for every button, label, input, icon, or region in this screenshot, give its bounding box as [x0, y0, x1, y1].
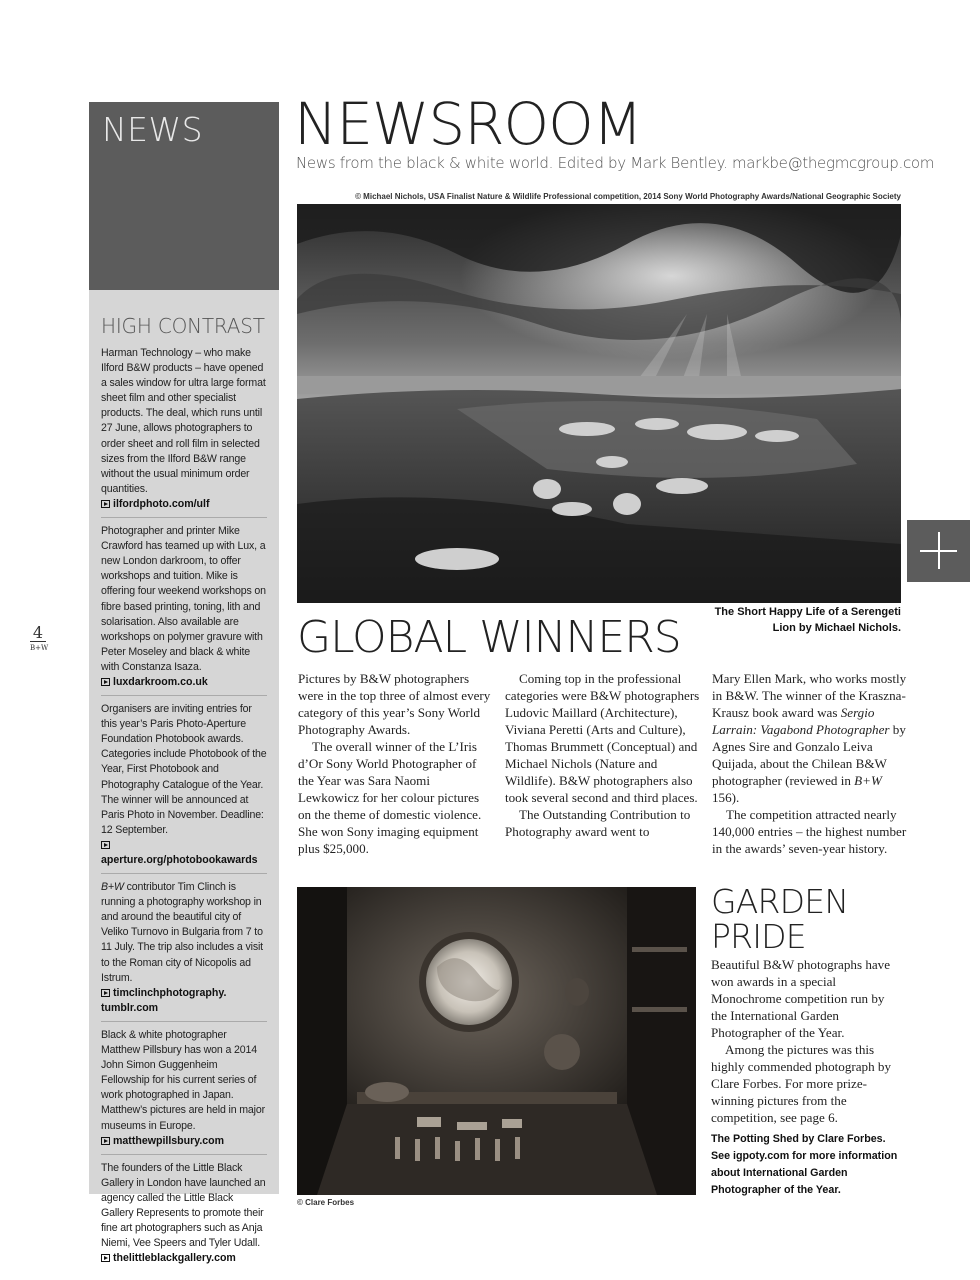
main-photo-caption: The Short Happy Life of a Serengeti Lion by Michael Nichols.: [714, 606, 901, 634]
shed-photo-caption: The Potting Shed by Clare Forbes. See igpoty.com for more information about International Garden Photographer of the Year.: [711, 1133, 898, 1196]
sidebar-item-link[interactable]: ilfordphoto.com/ulf: [101, 497, 267, 512]
arrow-icon: [101, 678, 110, 686]
sidebar-item-link[interactable]: timclinchphotography. tumblr.com: [101, 986, 227, 1014]
page-title: NEWSROOM: [294, 90, 642, 158]
article-body: Beautiful B&W photographs have won awards in a special Monochrome competition run by the International Garden Photographer of the Year. Among the pictures was this highly commended photograph by Clare Forbes. For more prize-winning pictures from the competition, see page 6.: [711, 957, 892, 1125]
arrow-icon: [101, 1137, 110, 1145]
arrow-icon: [101, 500, 110, 508]
serengeti-lions-photo: [297, 204, 901, 603]
sidebar-news-item: [101, 1161, 267, 1272]
sidebar-high-contrast: [89, 290, 279, 1265]
article-column: Mary Ellen Mark, who works mostly in B&W. The winner of the Kraszna-Krausz book award was Sergio Larrain: Vagabond Photographer by Agnes Sire and Gonzalo Leiva Quijada, about the Chilean B&W photographer (reviewed in B+W 156). The competition attracted nearly 140,000 entries – the highest number in the awards’ seven-year history.: [712, 671, 907, 856]
sidebar-news-item: [101, 524, 267, 696]
plus-icon[interactable]: [907, 520, 970, 582]
sidebar-title: HIGH CONTRAST: [101, 314, 265, 338]
news-section-block: [89, 102, 279, 290]
sidebar-news-item: [101, 1028, 267, 1155]
potting-shed-photo: [297, 887, 696, 1195]
photo-credit: © Michael Nichols, USA Finalist Nature & Wildlife Professional competition, 2014 Sony World Photography Awards/National Geographic Society: [355, 192, 901, 201]
sidebar-item-link[interactable]: luxdarkroom.co.uk: [101, 675, 267, 690]
sidebar-item-text: Photographer and printer Mike Crawford has teamed up with Lux, a new London darkroom, to offer workshops and tuition. Mike is offering four weekend workshops on fibre based printing, toning, lith and solarisation. Also available are workshops on polymer gravure with Peter Moseley and black & white with Constanza Isaza.: [101, 525, 266, 673]
article-title-global-winners: GLOBAL WINNERS: [297, 612, 681, 663]
arrow-icon: [101, 989, 110, 997]
article-column: Coming top in the professional categories were B&W photographers Ludovic Maillard (Architecture), Viviana Peretti (Arts and Culture), Thomas Brummett (Conceptual) and Michael Nichols (Nature and Wildlife). B&W photographers also took several second and third places. The Outstanding Contribution to Photography award went to: [505, 671, 700, 839]
sidebar-item-link[interactable]: aperture.org/photobookawards: [101, 838, 267, 868]
arrow-icon: [101, 841, 110, 849]
sidebar-news-item: [101, 702, 267, 874]
photo-credit: © Clare Forbes: [297, 1198, 355, 1207]
article-title-garden-pride: GARDEN PRIDE: [711, 882, 849, 956]
sidebar-item-text: Black & white photographer Matthew Pillsbury has won a 2014 John Simon Guggenheim Fellowship for his current series of work photographed in Japan. Matthew’s pictures are held in major museums in Europe.: [101, 1028, 265, 1132]
sidebar-item-text: Organisers are inviting entries for this year’s Paris Photo-Aperture Foundation Photobook awards. Categories include Photobook of the Year, First Photobook and Photography Catalogue of the Year. The winner will be announced at Paris Photo in November. Deadline: 12 September.: [101, 703, 267, 836]
sidebar-item-link[interactable]: thelittleblackgallery.com: [101, 1251, 267, 1266]
sidebar-item-link[interactable]: matthewpillsbury.com: [101, 1134, 267, 1149]
page-subtitle: News from the black & white world. Edited by Mark Bentley. markbe@thegmcgroup.com: [296, 154, 935, 172]
sidebar-item-text: The founders of the Little Black Gallery in London have launched an agency called the Little Black Gallery Represents to promote their fine art photographers such as Anja Niemi, Vee Speers and Tyler Udall.: [101, 1161, 266, 1250]
sidebar-item-text: Harman Technology – who make Ilford B&W products – have opened a sales window for ultra large format sheet film and other specialist products. The deal, which runs until 27 June, allows photographers to order sheet and roll film in selected sizes from the Ilford B&W range without the usual minimum order quantities.: [101, 347, 266, 495]
page-number: 4 B+W: [30, 623, 49, 652]
article-column: Pictures by B&W photographers were in the top three of almost every category of this year’s Sony World Photography Awards. The overall winner of the L’Iris d’Or Sony World Photographer of the Year was Sara Naomi Lewkowicz for her colour pictures on the theme of domestic violence. She won Sony imaging equipment plus $25,000.: [298, 671, 491, 856]
section-label: NEWS: [102, 110, 204, 149]
sidebar-news-item: [101, 880, 267, 1022]
arrow-icon: [101, 1254, 110, 1262]
sidebar-item-text: B+W contributor Tim Clinch is running a photography workshop in and around the beautiful city of Veliko Turnovo in Bulgaria from 7 to 11 July. The trip also includes a visit to the Roman city of Nicopolis ad Istrum.: [101, 881, 263, 984]
sidebar-news-item: [101, 346, 267, 518]
